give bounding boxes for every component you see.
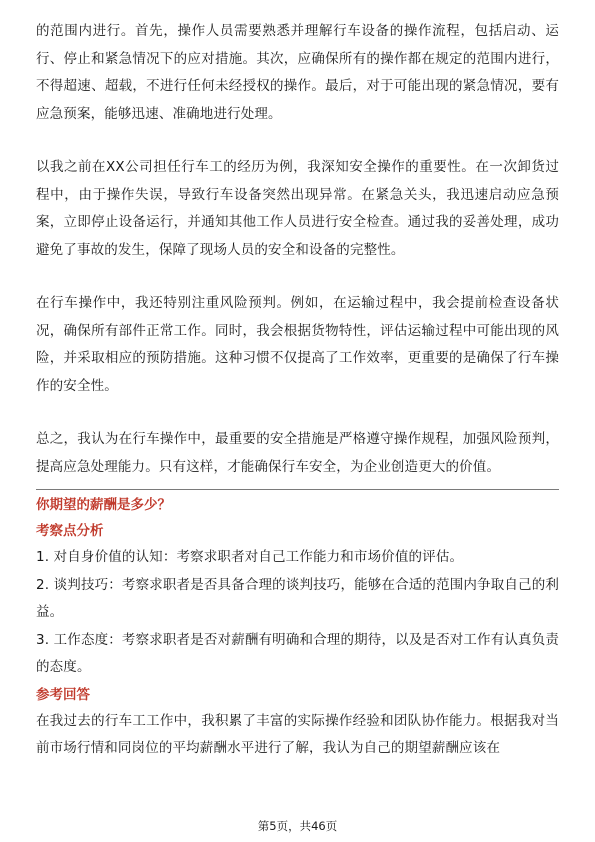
paragraph-safety-procedures: 的范围内进行。首先，操作人员需要熟悉并理解行车设备的操作流程，包括启动、运行、停止和紧急情况下的应对措施。其次，应确保所有的操作都在规定的范围内进行，不得超速、超载，不进行任何未经授权的操作。最后，对于可能出现的紧急情况，要有应急预案，能够迅速、准确地进行处理。 [36,23,559,122]
analysis-heading: 考察点分析 [36,523,104,539]
analysis-item: 3. 工作态度：考察求职者是否对薪酬有明确和合理的期待，以及是否对工作有认真负责的态度。 [36,631,559,675]
document-page [36,18,559,763]
question-heading: 你期望的薪酬是多少？ [36,497,171,513]
paragraph-conclusion: 总之，我认为在行车操作中，最重要的安全措施是严格遵守操作规程，加强风险预判，提高应急处理能力。只有这样，才能确保行车安全，为企业创造更大的价值。 [36,431,559,475]
answer-text: 在我过去的行车工工作中，我积累了丰富的实际操作经验和团队协作能力。根据我对当前市场行情和同岗位的平均薪酬水平进行了解，我认为自己的期望薪酬应该在 [36,712,559,756]
paragraph-risk-prediction: 在行车操作中，我还特别注重风险预判。例如，在运输过程中，我会提前检查设备状况，确保所有部件正常工作。同时，我会根据货物特性，评估运输过程中可能出现的风险，并采取相应的预防措施。这种习惯不仅提高了工作效率，更重要的是确保了行车操作的安全性。 [36,295,559,394]
paragraph-gap [36,128,559,154]
answer-heading: 参考回答 [36,686,90,703]
analysis-item: 2. 谈判技巧：考察求职者是否具备合理的谈判技巧，能够在合适的范围内争取自己的利益。 [36,576,559,620]
analysis-item: 1. 对自身价值的认知：考察求职者对自己工作能力和市场价值的评估。 [36,549,464,565]
paragraph-gap [36,264,559,290]
paragraph-gap [36,400,559,426]
paragraph-experience-example: 以我之前在XX公司担任行车工的经历为例，我深知安全操作的重要性。在一次卸货过程中，由于操作失误，导致行车设备突然出现异常。在紧急关头，我迅速启动应急预案，立即停止设备运行，并通知其他工作人员进行安全检查。通过我的妥善处理，成功避免了事故的发生，保障了现场人员的安全和设备的完整性。 [36,159,559,258]
page-number-footer: 第5页，共46页 [257,819,338,833]
section-divider [36,489,559,490]
